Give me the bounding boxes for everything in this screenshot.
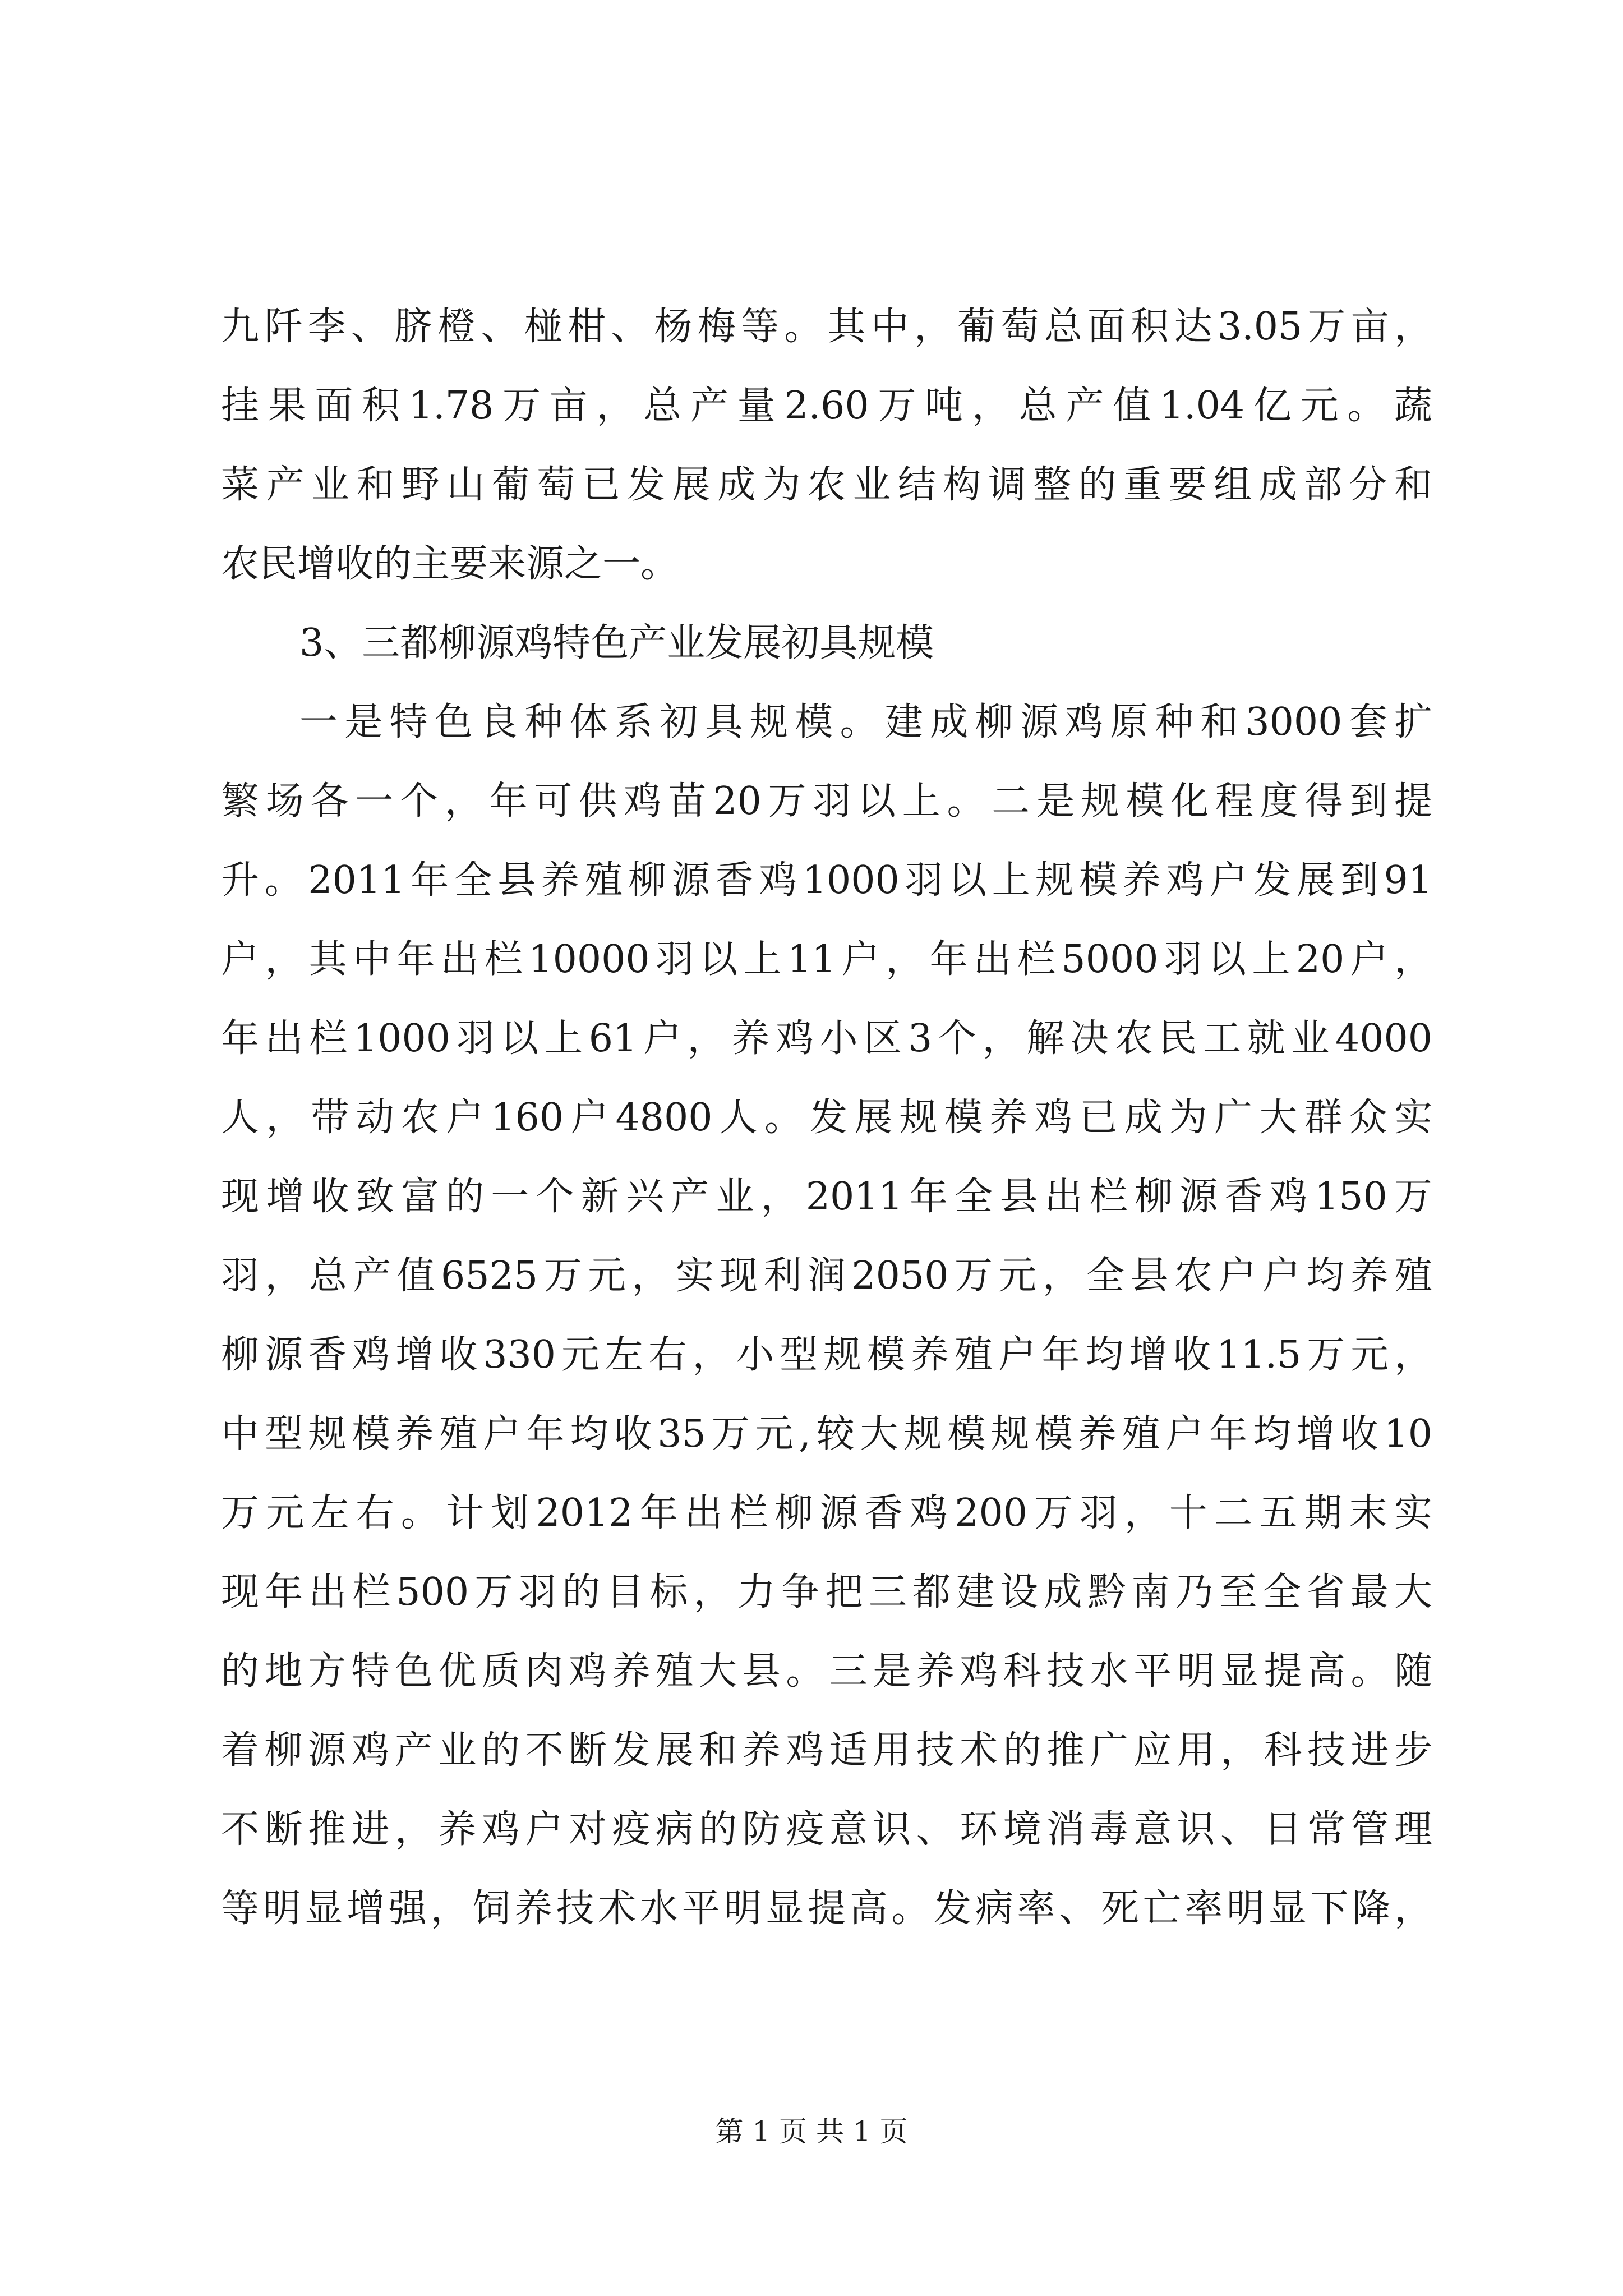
text-line: 挂果面积1.78万亩，总产量2.60万吨，总产值1.04亿元。蔬 xyxy=(221,384,1432,428)
document-body xyxy=(221,287,1432,1948)
text-line: 万元左右。计划2012年出栏柳源香鸡200万羽，十二五期末实 xyxy=(221,1491,1432,1535)
text-line: 羽，总产值6525万元，实现利润2050万元，全县农户户均养殖 xyxy=(221,1254,1432,1298)
text-line: 现年出栏500万羽的目标，力争把三都建设成黔南乃至全省最大 xyxy=(221,1570,1432,1614)
text-line: 一是特色良种体系初具规模。建成柳源鸡原种和3000套扩 xyxy=(299,700,1432,744)
text-line: 的地方特色优质肉鸡养殖大县。三是养鸡科技水平明显提高。随 xyxy=(221,1649,1432,1694)
text-line: 不断推进，养鸡户对疫病的防疫意识、环境消毒意识、日常管理 xyxy=(221,1807,1432,1852)
text-line: 菜产业和野山葡萄已发展成为农业结构调整的重要组成部分和 xyxy=(221,463,1432,507)
text-line: 年出栏1000羽以上61户，养鸡小区3个，解决农民工就业4000 xyxy=(221,1016,1432,1061)
text-line: 现增收致富的一个新兴产业，2011年全县出栏柳源香鸡150万 xyxy=(221,1175,1432,1219)
text-line: 中型规模养殖户年均收35万元,较大规模规模养殖户年均增收10 xyxy=(221,1412,1432,1456)
text-line: 着柳源鸡产业的不断发展和养鸡适用技术的推广应用，科技进步 xyxy=(221,1728,1432,1773)
text-line: 等明显增强，饲养技术水平明显提高。发病率、死亡率明显下降， xyxy=(221,1887,1432,1931)
text-line: 户，其中年出栏10000羽以上11户，年出栏5000羽以上20户， xyxy=(221,937,1432,982)
text-line: 柳源香鸡增收330元左右，小型规模养殖户年均增收11.5万元， xyxy=(221,1333,1432,1377)
text-line: 农民增收的主要来源之一。 xyxy=(221,542,679,586)
section-heading: 3、三都柳源鸡特色产业发展初具规模 xyxy=(299,621,934,665)
text-line: 九阡李、脐橙、椪柑、杨梅等。其中，葡萄总面积达3.05万亩， xyxy=(221,305,1432,349)
page-number-footer: 第 1 页 共 1 页 xyxy=(715,2115,908,2148)
text-line: 繁场各一个，年可供鸡苗20万羽以上。二是规模化程度得到提 xyxy=(221,779,1432,823)
text-line: 升。2011年全县养殖柳源香鸡1000羽以上规模养鸡户发展到91 xyxy=(221,858,1432,903)
text-line: 人，带动农户160户4800人。发展规模养鸡已成为广大群众实 xyxy=(221,1096,1432,1140)
